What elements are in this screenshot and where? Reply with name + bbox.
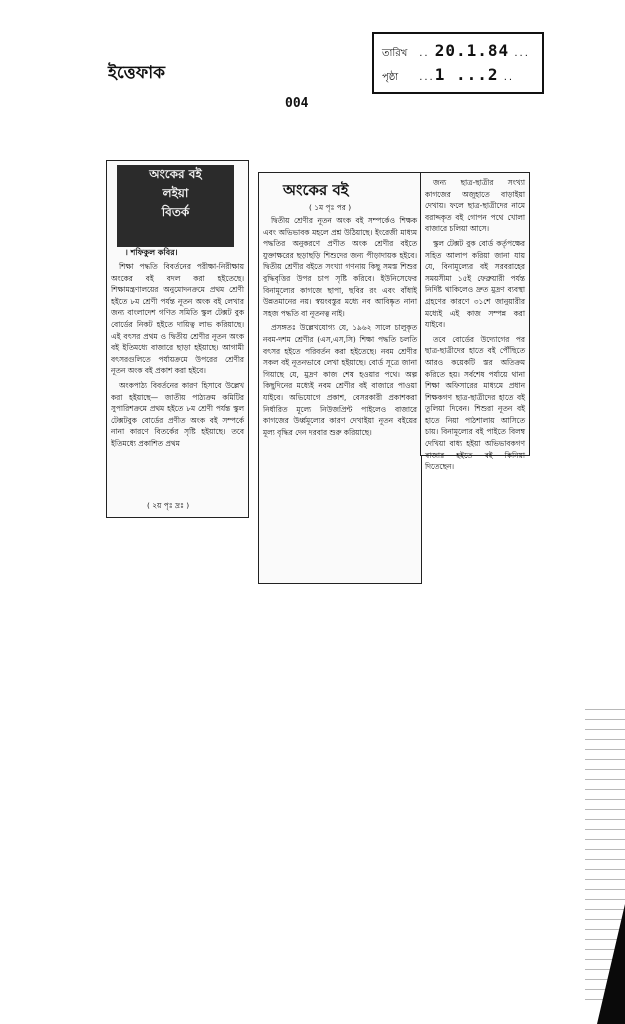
stamp-date-value: 20.1.84 (434, 41, 510, 60)
clipping-article-1 (106, 160, 249, 518)
file-number: 004 (285, 96, 309, 111)
paragraph: স্কুল টেক্সট বুক বোর্ড কর্তৃপক্ষের সহিত আলাপ করিয়া জানা যায় যে, বিনামূল্যের বই সরবরাহের সময়সীমা ১৫ই ফেব্রুয়ারী পর্যন্ত নির্দিষ্ট থাকিলেও দ্রুত মুদ্রণ ব্যবস্থা গ্রহণের কারণে ৩১শে জানুয়ারীর মধ্যেই এই কাজ সম্পন্ন করা যাইবে। (425, 238, 525, 330)
clipping-article-3 (420, 172, 530, 472)
article-3-body (421, 177, 529, 472)
headline-box (117, 165, 234, 247)
article-2-subhead: ( ১ম পৃঃ পর ) (309, 203, 352, 212)
stamp-date-row: তারিখ .. 20.1.84 ... (382, 41, 530, 63)
continued-note: ( ২য় পৃঃ দ্রঃ ) (147, 501, 190, 510)
stamp-page-label: পৃষ্ঠা (382, 72, 399, 83)
stamp-page-value: 1 ...2 (434, 65, 499, 84)
newspaper-name: ইত্তেফাক (108, 63, 166, 83)
article-2-body (259, 215, 421, 577)
paragraph: দ্বিতীয় শ্রেণীর নূতন অংক বই সম্পর্কেও শিক্ষক এবং অভিভাবক মহলে প্রশ্ন উঠিয়াছে। ইংরেজী মাধ্যম পদ্ধতির অনুকরণে প্রণীত অংক শ্রেণীর বইতে যুক্তাক্ষরের ছড়াছড়ি শিশুদের জন্য পীড়াদায়ক হইবে। দ্বিতীয় শ্রেণীর বইতে সংখ্যা গণনায় কিছু সমস্ত শিশুর বুদ্ধিবৃত্তির উপর চাপ সৃষ্টি করিবে। ইউনিসেফের বিনামূল্যের কাগজে ছাপা, ছবির রং এবং বাঁধাই উন্নতমানের নয়। স্বয়ংবস্তুর মধ্যে নব আবিষ্কৃত নানা সহজ পদ্ধতি বা নূতনত্ব নাই। (263, 216, 417, 318)
byline: । শফিকুল কবির। (125, 248, 178, 257)
headline-line-2: লইয়া (162, 186, 189, 200)
article-1-body (107, 261, 248, 483)
date-page-stamp (372, 32, 544, 94)
headline-line-3: বিতর্ক (161, 205, 190, 219)
article-2-headline: অংকের বই (283, 181, 349, 199)
paragraph: শিক্ষা পদ্ধতি বিবর্তনের পরীক্ষা-নিরীক্ষায় অংকের বই বদল করা হইতেছে। শিক্ষামন্ত্রণালয়ের অনুমোদনক্রমে প্রথম শ্রেণী হইতে ৮ম শ্রেণী পর্যন্ত নূতন অংক বই লেখার জন্য বাংলাদেশ গণিত সমিতি স্কুল টেক্সট বুক বোর্ডের নিকট হইতে দায়িত্ব লাভ করিয়াছে। এই বৎসর প্রথম ও দ্বিতীয় শ্রেণীর নূতন অংক বই ইতিমধ্যে বাজারে ছাড়া হইয়াছে। আগামী বৎসরগুলিতে পর্যায়ক্রমে উপরের শ্রেণীর নূতন অংক বই প্রকাশ করা হইবে। (111, 262, 244, 376)
stamp-date-label: তারিখ (382, 48, 408, 59)
clipping-article-2 (258, 172, 422, 584)
paragraph: অংকপাঠ্য বিবর্তনের কারণ হিসাবে উল্লেখ করা হইয়াছে— জাতীয় পাঠ্যক্রম কমিটির সুপারিশক্রমে প্রথম হইতে ৮ম শ্রেণী পর্যন্ত স্কুল টেক্সটবুক বোর্ডের প্রণীত অংক বই সম্পর্কে নানা কারণে বিতর্কের সৃষ্টি হইয়াছে। তবে ইতিমধ্যে প্রকাশিত প্রথম (111, 380, 244, 448)
headline-line-1: অংকের বই (149, 167, 202, 181)
paragraph: প্রসঙ্গতঃ উল্লেখযোগ্য যে, ১৯৬২ সালে চালুকৃত নবম-দশম শ্রেণীর (এস,এস,সি) শিক্ষা পদ্ধতি চলতি বৎসর হইতে পরিবর্তন করা হইতেছে। নবম শ্রেণীর সকল বই নূতনভাবে লেখা হইয়াছে। বোর্ড সূত্রে জানা গিয়াছে যে, মুদ্রণ কাজ শেষ হওয়ার পথে। অল্প কিছুদিনের মধ্যেই নবম শ্রেণীর বই বাজারে পাওয়া যাইবে। অভিযোগে প্রকাশ, বেসরকারী প্রকাশকরা নির্ধারিত মূল্যে নিউজপ্রিন্ট পাইলেও বাজারে কাগজের উর্ধ্বমূল্যের কারণ দেখাইয়া নূতন বইয়ের মূল্য বৃদ্ধির দেন দরবার শুরু করিয়াছে। (263, 323, 417, 437)
paragraph: তবে বোর্ডের উদ্যোগের পর ছাত্র-ছাত্রীদের হাতে বই পৌঁছিতে আরও কয়েকটি স্তর অতিক্রম করিতে হয়। সর্বশেষ পর্যায়ে থানা শিক্ষা অফিসারের মাধ্যমে প্রধান শিক্ষকগণ ছাত্র-ছাত্রীদের হাতে বই তুলিয়া দিবেন। শিশুরা নূতন বই হাতে নিয়া পাঠশালায় আসিতে চায়। বিনামূল্যের বই পাইতে বিলম্ব দেখিয়া বাধ্য হইয়া অভিভাবকগণ বাজার হইতে বই কিনিয়া দিতেছেন। (425, 334, 525, 472)
stamp-page-row: পৃষ্ঠা ...1 ...2 .. (382, 65, 514, 87)
paragraph: জন্য ছাত্র-ছাত্রীর সংখ্যা কাগজের অজুহাতে বাড়াইয়া দেখায়। ফলে ছাত্র-ছাত্রীদের নামে বরাদ্দকৃত বই গোপন পথে খোলা বাজারে চলিয়া আসে। (425, 178, 525, 234)
